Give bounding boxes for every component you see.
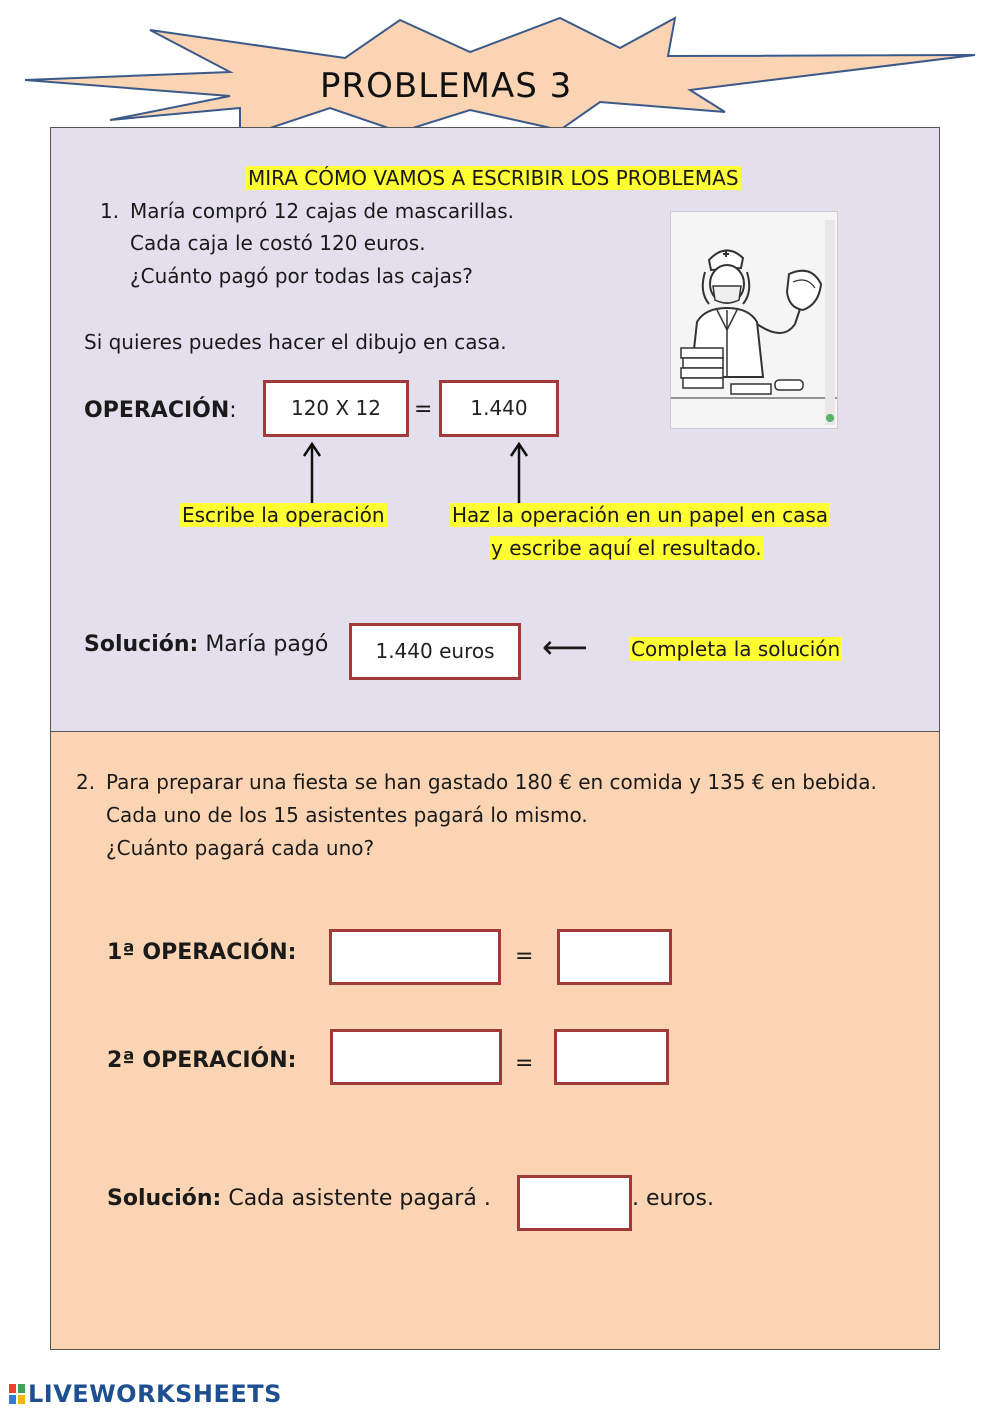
result-box: 1.440 [439,380,559,437]
page-title: PROBLEMAS 3 [320,66,573,106]
problem2-number: 2. [76,770,96,794]
arrow-left-icon: ⟵ [542,628,588,666]
problem2-solution-label: Solución: [107,1186,222,1211]
problem2-line-1: Para preparar una fiesta se han gastado 180 € en comida y 135 € en bebida. [106,770,877,794]
problem2-line-2: Cada uno de los 15 asistentes pagará lo mismo. [106,803,588,827]
hint-result-line-1: Haz la operación en un papel en casa [452,503,829,527]
problem2-solution-suffix: . euros. [632,1186,714,1211]
op2-input[interactable] [330,1029,502,1085]
problem2-line-3: ¿Cuánto pagará cada uno? [106,836,375,860]
hint-operation: Escribe la operación [182,503,385,527]
solution-row [84,632,328,657]
op2-label: 2ª OPERACIÓN: [107,1048,297,1073]
problem1-line-1: María compró 12 cajas de mascarillas. [130,199,515,223]
nurse-with-masks-illustration [670,211,838,429]
logo-icon [8,1383,26,1405]
arrow-up-icon [300,440,324,504]
op1-result-input[interactable] [557,929,672,985]
problem2-solution-text: Cada asistente pagará [228,1186,477,1211]
op1-equals: = [515,944,534,969]
op2-result-input[interactable] [554,1029,669,1085]
drawing-hint: Si quieres puedes hacer el dibujo en casa. [84,330,507,354]
equals-sign: = [414,397,433,422]
problem1-line-2: Cada caja le costó 120 euros. [130,231,426,255]
solution-label: Solución: [84,632,199,657]
instruction-banner: MIRA CÓMO VAMOS A ESCRIBIR LOS PROBLEMAS [248,166,739,190]
op1-label: 1ª OPERACIÓN: [107,940,297,965]
liveworksheets-logo[interactable]: LIVEWORKSHEETS [8,1380,282,1408]
operation-box: 120 X 12 [263,380,409,437]
solution-box: 1.440 euros [349,623,521,680]
problem2-solution-row [107,1186,491,1211]
operation-label: OPERACIÓN: [84,398,237,423]
arrow-up-icon [507,440,531,504]
hint-solution: Completa la solución [631,637,841,661]
problem1-number: 1. [100,199,120,223]
problem1-line-3: ¿Cuánto pagó por todas las cajas? [130,264,473,288]
problem2-solution-dot: . [483,1186,491,1211]
op1-input[interactable] [329,929,501,985]
hint-result-line-2: y escribe aquí el resultado. [491,536,762,560]
problem2-solution-input[interactable] [517,1175,632,1231]
op2-equals: = [515,1051,534,1076]
solution-text: María pagó [205,632,329,657]
